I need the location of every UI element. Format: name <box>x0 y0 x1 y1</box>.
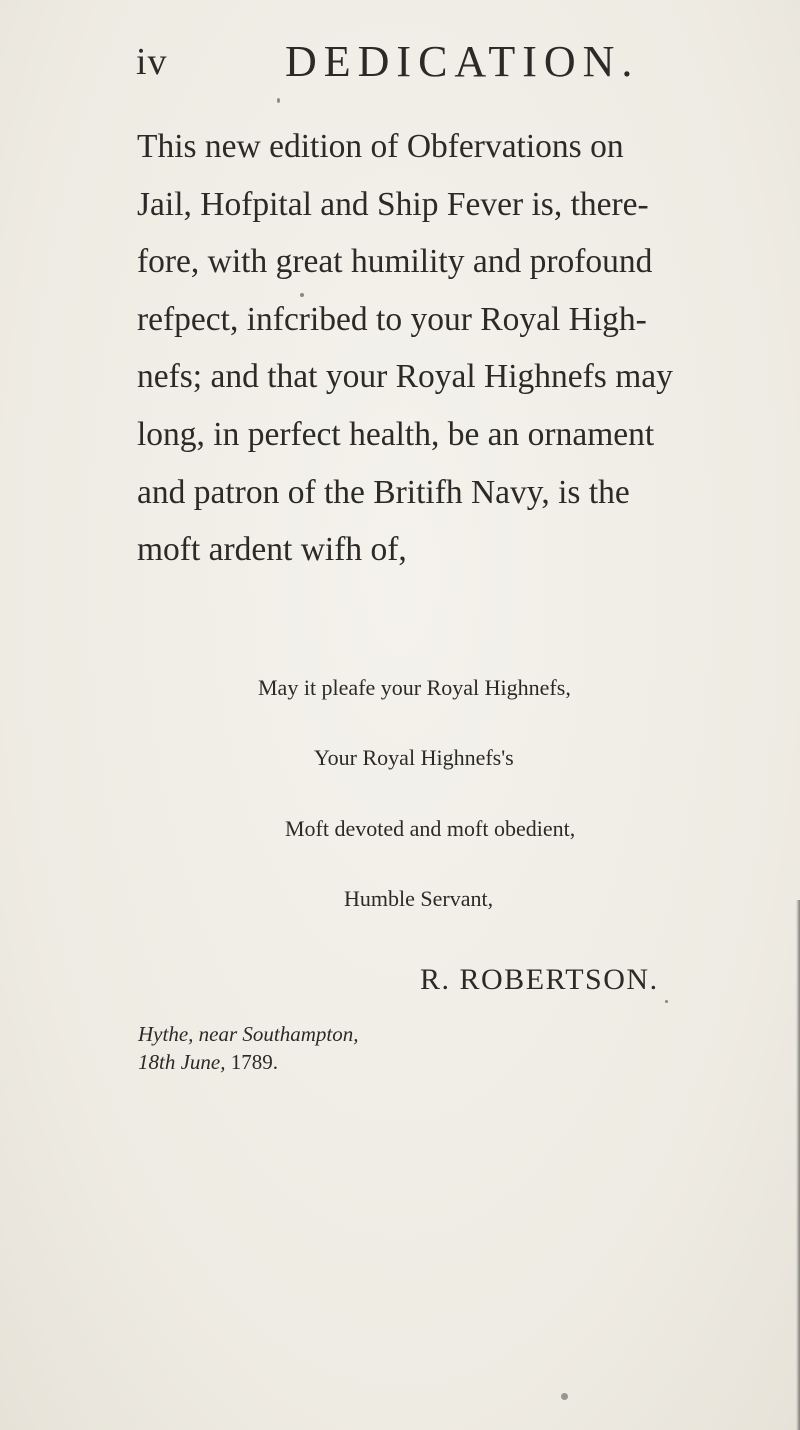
page-header <box>0 30 800 90</box>
dedication-paragraph <box>137 118 777 579</box>
signature: R. ROBERTSON. <box>420 963 659 996</box>
paragraph-line: refpect, infcribed to your Royal High- <box>137 300 647 338</box>
page-number: iv <box>136 41 168 83</box>
running-head: DEDICATION. <box>285 37 640 86</box>
paper-speck <box>561 1393 568 1400</box>
place-line: Hythe, near Southampton, <box>138 1022 359 1046</box>
paragraph-line: nefs; and that your Royal Highnefs may <box>137 358 673 396</box>
paragraph-line: This new edition of Obfervations on <box>137 128 624 165</box>
date-year: 1789. <box>230 1050 278 1074</box>
date-line <box>138 1050 278 1075</box>
paper-speck <box>665 1000 668 1003</box>
paragraph-line: long, in perfect health, be an ornament <box>137 415 655 453</box>
paragraph-line: moft ardent wifh of, <box>137 531 407 569</box>
paragraph-line: fore, with great humility and profound <box>137 243 653 281</box>
paragraph-line: Jail, Hofpital and Ship Fever is, there- <box>137 185 649 223</box>
paper-speck <box>300 293 304 297</box>
closing-line-2: Your Royal Highnefs's <box>314 745 514 770</box>
page-edge-shadow <box>796 900 800 1430</box>
closing-line-4: Humble Servant, <box>344 886 494 911</box>
paragraph-line: and patron of the Britifh Navy, is the <box>137 473 630 511</box>
closing-line-3: Moft devoted and moft obedient, <box>285 816 576 841</box>
paper-speck <box>277 98 280 103</box>
salutation-line: May it pleafe your Royal Highnefs, <box>258 675 571 700</box>
date-day: 18th June, <box>138 1050 226 1074</box>
